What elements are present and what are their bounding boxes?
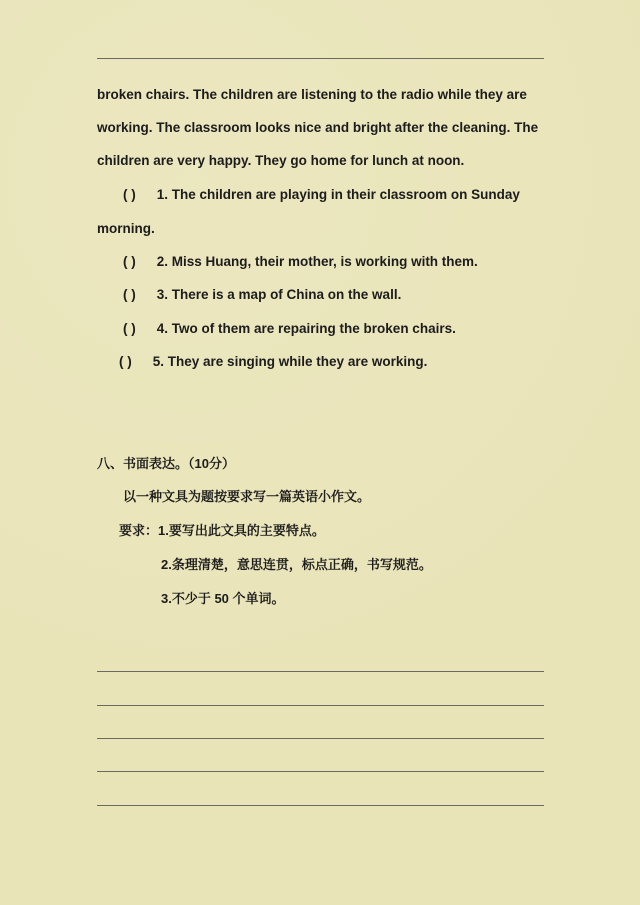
question-4 [123,320,456,338]
answer-blank[interactable]: ( ) [123,187,136,202]
answer-blank[interactable]: ( ) [123,254,136,269]
writing-line-2[interactable] [97,705,544,706]
question-1-continuation: morning. [97,221,155,236]
answer-line-top [97,58,544,59]
answer-blank[interactable]: ( ) [123,287,136,302]
writing-line-1[interactable] [97,671,544,672]
question-text: 5. They are singing while they are working. [152,354,428,369]
answer-blank[interactable]: ( ) [119,354,132,369]
question-2 [123,253,478,271]
section-heading: 八、书面表达。（10分） [97,456,235,471]
question-5 [119,353,427,371]
writing-line-3[interactable] [97,738,544,739]
writing-instruction: 以一种文具为题按要求写一篇英语小作文。 [123,489,371,504]
question-3 [123,286,401,304]
writing-line-5[interactable] [97,805,544,806]
requirement-1: 要求：1.要写出此文具的主要特点。 [119,523,325,538]
passage-line-3: children are very happy. They go home for lunch at noon. [97,153,465,168]
passage-line-2: working. The classroom looks nice and bright after the cleaning. The [97,120,539,135]
question-1 [123,186,520,204]
question-text: 4. Two of them are repairing the broken chairs. [156,321,456,336]
question-text: 1. The children are playing in their classroom on Sunday [156,187,520,202]
writing-line-4[interactable] [97,771,544,772]
question-text: 2. Miss Huang, their mother, is working with them. [156,254,478,269]
answer-blank[interactable]: ( ) [123,321,136,336]
question-text: 3. There is a map of China on the wall. [156,287,402,302]
requirement-3: 3.不少于 50 个单词。 [161,591,285,606]
passage-line-1: broken chairs. The children are listening to the radio while they are [97,87,527,102]
requirement-2: 2.条理清楚，意思连贯，标点正确，书写规范。 [161,557,432,572]
